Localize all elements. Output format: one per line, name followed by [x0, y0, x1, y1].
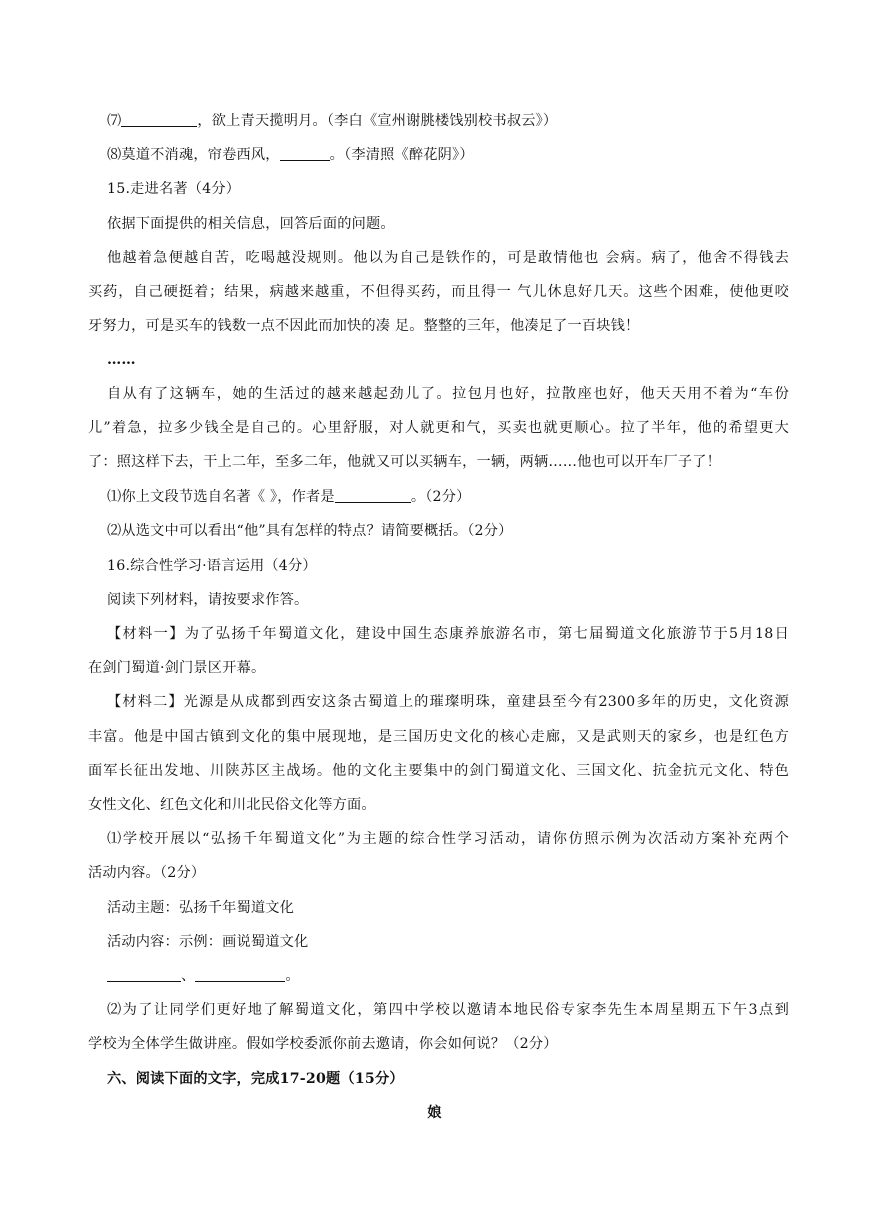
poem-7-prefix: ⑺ [107, 113, 122, 129]
q15-passage2-line1: 自从有了这辆车，她的生活过的越来越起劲儿了。拉包月也好，拉散座也好，他天天用不着为“车份 [107, 386, 789, 402]
q15-intro: 依据下面提供的相关信息，回答后面的问题。 [107, 216, 395, 232]
poem-8-suffix: 。（李清照《醉花阴》） [329, 147, 474, 163]
activity-blank-1[interactable] [107, 966, 181, 982]
activity-blank-sep: 、 [181, 968, 196, 984]
material1-line1: 【材料一】为了弘扬千年蜀道文化，建设中国生态康养旅游名市，第七届蜀道文化旅游节于5月18日 [107, 626, 789, 642]
poem-8-text: ⑻莫道不消魂，帘卷西风， [107, 147, 280, 163]
activity-blank-2[interactable] [195, 966, 285, 982]
q15-title: 15.走进名著（4分） [107, 181, 241, 197]
activity-blanks [107, 966, 300, 986]
material2-line4: 女性文化、红色文化和川北民俗文化等方面。 [88, 797, 376, 813]
material2-line1: 【材料二】光源是从成都到西安这条古蜀道上的璀璨明珠，童建县至今有2300多年的历史，文化资源 [107, 694, 789, 710]
q16-title: 16.综合性学习·语言运用（4分） [107, 558, 317, 574]
material1-line2: 在剑门蜀道·剑门景区开幕。 [88, 660, 266, 676]
poem-line-7 [107, 111, 557, 131]
q16-subquestion-1-line2: 活动内容。（2分） [88, 865, 206, 881]
q15-ellipsis: …… [107, 352, 136, 368]
material2-line3: 面军长征出发地、川陕苏区主战场。他的文化主要集中的剑门蜀道文化、三国文化、抗金抗元文化、特色 [88, 763, 789, 779]
poem-line-8 [107, 145, 474, 165]
material2-line2: 丰富。他是中国古镇到文化的集中展现地，是三国历史文化的核心走廊，又是武则天的家乡，也是红色方 [88, 729, 789, 745]
q15-s1-text: ⑴你上文段节选自名著《 》，作者是 [107, 489, 335, 505]
q15-passage2-line3: 了：照这样下去，干上二年，至多二年，他就又可以买辆车，一辆，两辆……他也可以开车厂子了！ [88, 454, 722, 470]
poem-7-text: ，欲上青天揽明月。（李白《宣州谢朓楼饯别校书叔云》） [197, 113, 558, 129]
q15-passage1-line1: 他越着急便越自苦，吃喝越没规则。他以为自己是铁作的，可是敢情他也 会病。病了，他舍不得钱去 [107, 250, 789, 266]
activity-theme: 活动主题：弘扬千年蜀道文化 [107, 900, 295, 916]
poem-8-blank[interactable] [280, 145, 330, 161]
q16-subquestion-2-line1: ⑵为了让同学们更好地了解蜀道文化，第四中学校以邀请本地民俗专家李先生本周星期五下午3点到 [107, 1002, 789, 1018]
q16-subquestion-1-line1: ⑴学校开展以“弘扬千年蜀道文化”为主题的综合性学习活动，请你仿照示例为次活动方案补充两个 [107, 831, 789, 847]
poem-7-blank[interactable] [121, 111, 197, 127]
q15-s1-score: 。（2分） [410, 489, 471, 505]
q15-passage2-line2: 儿”着急，拉多少钱全是自己的。心里舒服，对人就更和气，买卖也就更顺心。拉了半年，他的希望更大 [88, 420, 789, 436]
q15-subquestion-1 [107, 487, 471, 507]
q15-s1-author-blank[interactable] [335, 487, 411, 503]
activity-content: 活动内容：示例：画说蜀道文化 [107, 934, 309, 950]
q16-intro: 阅读下列材料，请按要求作答。 [107, 592, 309, 608]
q15-passage1-line3: 牙努力，可是买车的钱数一点不因此而加快的凑 足。整整的三年，他凑足了一百块钱！ [88, 318, 640, 334]
section-6-heading: 六、阅读下面的文字，完成17-20题（15分） [107, 1071, 404, 1087]
activity-blank-end: 。 [285, 968, 300, 984]
q15-subquestion-2: ⑵从选文中可以看出“他”具有怎样的特点？请简要概括。（2分） [107, 523, 513, 539]
story-title: 娘 [427, 1105, 442, 1121]
q15-passage1-line2: 买药，自己硬挺着；结果，病越来越重，不但得买药，而且得一 气儿休息好几天。这些个困难，使他更咬 [88, 284, 789, 300]
q16-subquestion-2-line2: 学校为全体学生做讲座。假如学校委派你前去邀请，你会如何说？（2分） [88, 1036, 558, 1052]
